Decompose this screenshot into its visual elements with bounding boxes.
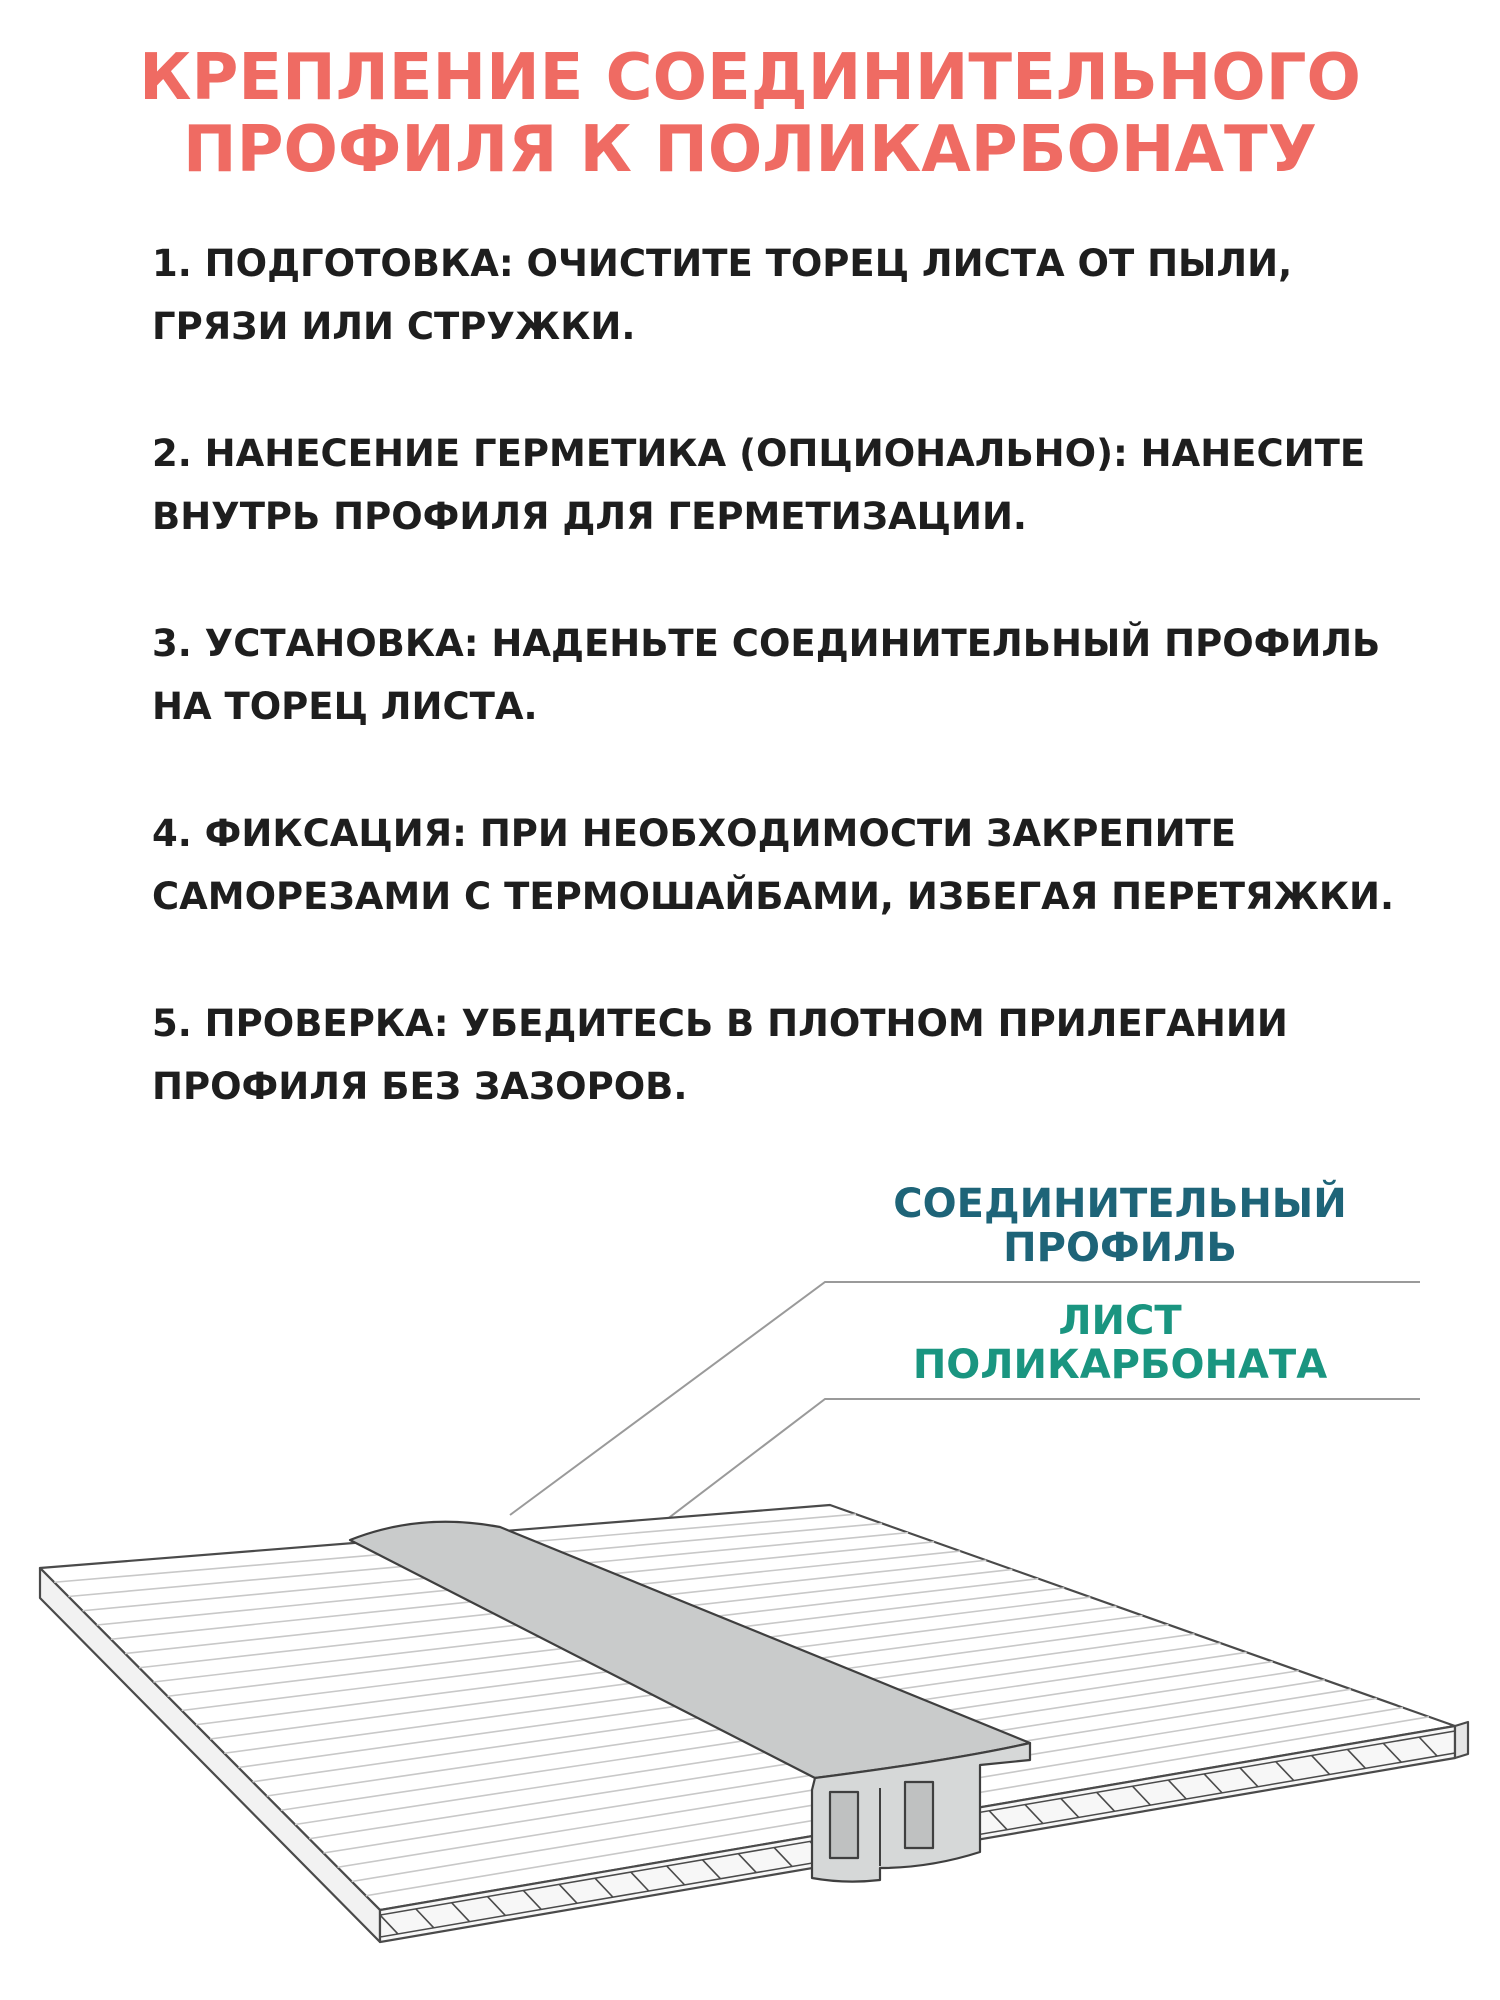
profile-label-line-2: ПРОФИЛЬ (1003, 1225, 1237, 1271)
step-1: 1. ПОДГОТОВКА: ОЧИСТИТЕ ТОРЕЦ ЛИСТА ОТ ПЫЛИ, ГРЯЗИ ИЛИ СТРУЖКИ. (152, 242, 1293, 348)
leader-lines (510, 1282, 1420, 1555)
step-3: 3. УСТАНОВКА: НАДЕНЬТЕ СОЕДИНИТЕЛЬНЫЙ ПРОФИЛЬ НА ТОРЕЦ ЛИСТА. (152, 622, 1381, 728)
profile-inner-slot-right (905, 1782, 933, 1848)
step-4: 4. ФИКСАЦИЯ: ПРИ НЕОБХОДИМОСТИ ЗАКРЕПИТЕ САМОРЕЗАМИ С ТЕРМОШАЙБАМИ, ИЗБЕГАЯ ПЕРЕТЯЖКИ. (152, 812, 1395, 918)
profile-inner-slot-left (830, 1792, 858, 1858)
title-line-1: КРЕПЛЕНИЕ СОЕДИНИТЕЛЬНОГО (139, 41, 1361, 115)
profile-label-line-1: СОЕДИНИТЕЛЬНЫЙ (893, 1181, 1347, 1227)
sheet-label-line-2: ПОЛИКАРБОНАТА (912, 1342, 1328, 1388)
sheet-label-line-1: ЛИСТ (1058, 1298, 1182, 1344)
step-5: 5. ПРОВЕРКА: УБЕДИТЕСЬ В ПЛОТНОМ ПРИЛЕГАНИИ ПРОФИЛЯ БЕЗ ЗАЗОРОВ. (152, 1002, 1288, 1108)
title-line-2: ПРОФИЛЯ К ПОЛИКАРБОНАТУ (183, 113, 1317, 187)
sheet-right-edge (1455, 1722, 1468, 1758)
step-2: 2. НАНЕСЕНИЕ ГЕРМЕТИКА (ОПЦИОНАЛЬНО): НАНЕСИТЕ ВНУТРЬ ПРОФИЛЯ ДЛЯ ГЕРМЕТИЗАЦИИ. (152, 432, 1366, 538)
